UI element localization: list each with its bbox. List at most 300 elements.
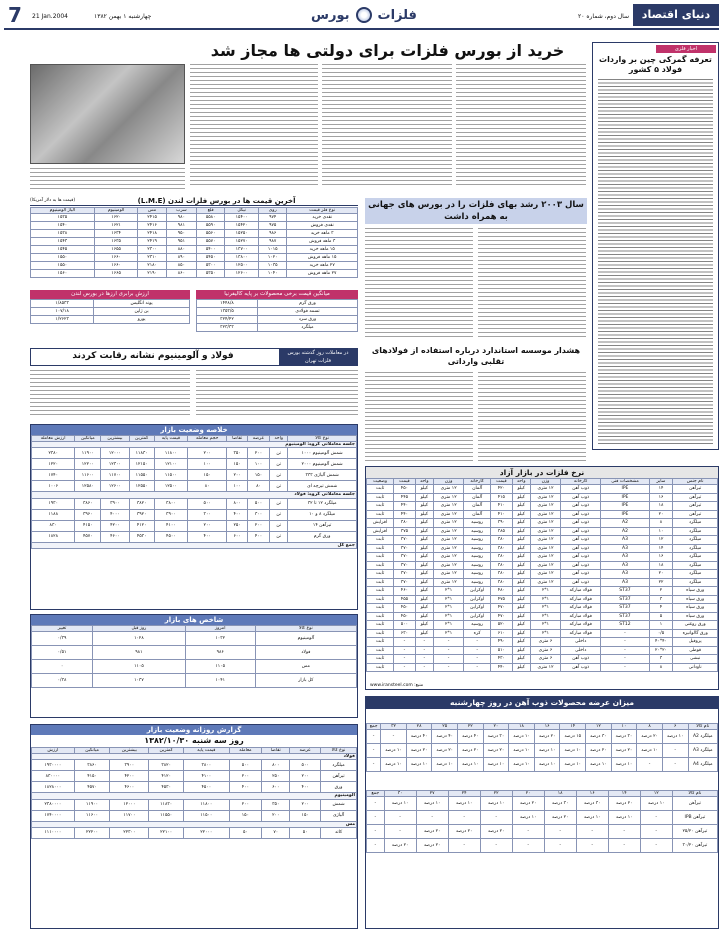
table-cell: ۶ متری	[530, 646, 560, 655]
column-header: ۱۲	[640, 791, 672, 797]
table-cell: ۲۰ درصد	[406, 744, 432, 758]
table-cell: ۴۵۰	[394, 485, 415, 494]
table-cell: نبشی	[673, 655, 718, 664]
table-cell: -	[434, 655, 464, 664]
daily-report-title: گزارش روزانه وضعیت بازار	[31, 725, 357, 735]
table-cell: میلگرد A3	[688, 744, 718, 758]
table-cell: ۶۱۰	[491, 629, 512, 638]
table-cell: ۹۸۶	[259, 230, 287, 238]
table-cell: کاتد	[321, 827, 357, 838]
group-row	[32, 542, 357, 548]
table-cell: ۱۰ درصد	[381, 744, 407, 758]
table-cell: ۱۲ متری	[530, 519, 560, 528]
table-cell: روسیه	[464, 519, 491, 528]
table-cell: -	[480, 811, 512, 825]
table-cell: فولاد مبارکه	[561, 587, 601, 596]
table-cell: ۲۰*۲۰	[649, 646, 673, 655]
table-cell: ۱/۸۵۳۳	[31, 300, 94, 308]
table-cell: کیلو	[512, 638, 530, 647]
table-cell: ۱۵۲۵۰	[225, 230, 259, 238]
table-cell: ورق روغنی	[673, 621, 718, 630]
table-cell: IPE	[601, 502, 649, 511]
mid-headline-1: سال ۲۰۰۳ رشد بهای فلزات را در بورس های جهانی به همراه داشت	[365, 198, 587, 224]
table-cell: ثابت	[367, 553, 394, 562]
table-cell: ۴۲۰	[491, 485, 512, 494]
table-cell: ۴۰۰	[227, 509, 247, 520]
column-header: واحد	[270, 436, 288, 442]
column-header: نوع کالا	[255, 626, 356, 632]
table-cell: -	[544, 825, 576, 839]
column-header: کارخانه	[464, 479, 491, 485]
table-cell: -	[448, 811, 480, 825]
table-row	[31, 308, 190, 316]
table-cell: تیرآهن IPB	[672, 811, 717, 825]
table-cell: شمش	[321, 799, 357, 810]
table-cell: ۱۲	[649, 536, 673, 545]
table-cell: کیلو	[512, 604, 530, 613]
table-cell: کیلو	[512, 536, 530, 545]
table-row	[31, 254, 358, 262]
table-cell: IPE	[601, 485, 649, 494]
table-cell: ۱۲۵۸۰	[75, 481, 101, 492]
table-row	[367, 544, 718, 553]
table-cell: کیلو	[415, 604, 433, 613]
table-cell: ۲۰۰	[229, 771, 262, 782]
table-cell: تیرآهن	[673, 493, 718, 502]
table-cell: ۴۶۰۰	[101, 531, 129, 542]
table-cell: ۱*۲	[530, 604, 560, 613]
table-row	[32, 827, 357, 838]
table-cell: -	[416, 811, 448, 825]
table-cell: ثابت	[367, 502, 394, 511]
column-header: نام کالا	[688, 724, 718, 730]
table-cell: -	[544, 839, 576, 853]
table-cell: ثابت	[367, 578, 394, 587]
table-cell: ثابت	[367, 561, 394, 570]
table-cell: روسیه	[464, 536, 491, 545]
table-cell: ذوب آهن	[561, 553, 601, 562]
table-cell: ۲۷ ماهه فروش	[287, 270, 358, 278]
table-cell: کیلو	[415, 502, 433, 511]
table-cell: کیلو	[512, 544, 530, 553]
table-cell: ۳۰۰	[187, 509, 227, 520]
table-cell: ۹۵۱	[166, 238, 196, 246]
table-row	[31, 222, 358, 230]
table-cell: ۲۳۸۰	[32, 448, 75, 459]
table-cell: افزایش	[367, 519, 394, 528]
table-row	[367, 510, 718, 519]
table-cell: ثابت	[367, 663, 394, 672]
table-row	[367, 629, 718, 638]
table-cell: ۱۲۵۰۰	[225, 262, 259, 270]
table-cell: ۱۰۰	[247, 459, 269, 470]
table-cell: ۱۲ متری	[530, 663, 560, 672]
table-cell: ۴۵۰۰	[154, 531, 187, 542]
lme-table-block	[30, 196, 358, 286]
table-cell: ۱۸	[649, 502, 673, 511]
table-cell: ۳۸۰	[491, 578, 512, 587]
table-cell: ۱۰۳۷	[93, 674, 186, 688]
sub-section-name: بورس	[311, 7, 350, 23]
table-cell: ۴۱۰۰	[184, 771, 229, 782]
table-cell: ۰/۳۸	[32, 674, 93, 688]
table-cell: ۱۱۰۵	[185, 660, 255, 674]
photo-caption	[30, 168, 185, 190]
table-cell: کیلو	[415, 621, 433, 630]
table-cell: ۶۰۰	[262, 782, 290, 793]
table-cell: نقدی خرید	[287, 214, 358, 222]
table-row	[367, 655, 718, 664]
table-cell: ۱۱۹۰۰	[75, 448, 101, 459]
main-headline: خرید از بورس فلزات برای دولتی ها مجاز شد	[210, 41, 565, 60]
column-header: ۳۲	[381, 724, 407, 730]
table-cell: ۱۰ درصد	[560, 744, 586, 758]
table-cell: ۵۰۰	[247, 498, 269, 509]
table-row	[31, 230, 358, 238]
table-cell: ۵۰۰	[394, 621, 415, 630]
table-cell: ۱۱۸۰۰	[184, 799, 229, 810]
table-cell: ۲۰ درصد	[544, 811, 576, 825]
table-cell: ۴۴۰	[491, 663, 512, 672]
table-cell: شمش آلومینیوم ۲۰۰۰	[288, 459, 357, 470]
table-cell: میلگرد ۸ و ۱۰	[288, 509, 357, 520]
table-cell: کیلو	[415, 561, 433, 570]
table-cell: ۱۲ متری	[530, 536, 560, 545]
table-cell: تن	[270, 459, 288, 470]
table-cell: ۴۰ درصد	[432, 730, 458, 744]
table-cell: ۱*۲	[434, 612, 464, 621]
table-cell: ۴۵۷۰	[75, 531, 101, 542]
table-cell: ۲۰ درصد	[611, 744, 637, 758]
group-label: فولاد	[32, 754, 357, 760]
mid-headline-2: هشدار موسسه استاندارد درباره استفاده از فولادهای تقلبی وارداتی	[371, 346, 581, 366]
table-cell: ۱۲ متری	[434, 519, 464, 528]
table-cell: ۲۵۰	[262, 771, 290, 782]
table-cell: ۴۷۰	[491, 612, 512, 621]
table-cell: ۱۲۳۰۰	[101, 459, 129, 470]
table-cell: کیلو	[512, 621, 530, 630]
table-cell: ۳۹۰۰	[101, 498, 129, 509]
table-cell: ۱۵۵۰	[31, 254, 95, 262]
table-cell: ۱۲ متری	[434, 570, 464, 579]
table-cell: ۱۰ درصد	[611, 758, 637, 772]
table-cell: -	[434, 646, 464, 655]
column-header: قیمت پایه	[184, 748, 229, 754]
table-cell: روسیه	[464, 544, 491, 553]
table-cell: ۱۴	[649, 544, 673, 553]
main-article-col3	[190, 64, 318, 186]
table-cell: میلگرد	[673, 527, 718, 536]
table-row	[367, 758, 718, 772]
free-market-title: نرخ فلزات در بازار آزاد	[366, 467, 718, 478]
table-cell: ۳۰ درصد	[544, 797, 576, 811]
table-cell: اوکراین	[464, 595, 491, 604]
table-cell: ۱۰ درصد	[608, 811, 640, 825]
table-cell: ۱۰۴۱	[185, 674, 255, 688]
column-header: ۱۸	[544, 791, 576, 797]
table-cell: ۵۳۰۰	[196, 262, 224, 270]
table-cell: ۲۰۰	[227, 470, 247, 481]
table-cell: ۴۵۳۰	[129, 531, 154, 542]
table-cell: کیلو	[512, 655, 530, 664]
table-cell: ورق سیاه	[673, 604, 718, 613]
table-cell: کیلو	[512, 527, 530, 536]
table-cell: ذوب آهن	[561, 502, 601, 511]
table-row	[197, 308, 358, 316]
table-cell: ۳۸۶۰	[74, 760, 110, 771]
news-box-title: تعرفه گمرکی چین بر واردات فولاد ۵ کشور	[599, 55, 712, 74]
article-photo	[30, 64, 185, 164]
table-cell: ۲۰۰	[187, 448, 227, 459]
table-cell: A3	[601, 570, 649, 579]
table-cell: ۱۸۲۸	[32, 531, 75, 542]
column-header: ۱۶	[576, 791, 608, 797]
table-cell: ۲۰ درصد	[608, 797, 640, 811]
table-row	[367, 730, 718, 744]
table-cell: ثابت	[367, 612, 394, 621]
table-cell: ۲۰ درصد	[416, 825, 448, 839]
table-cell: ثابت	[367, 621, 394, 630]
table-cell: میلگرد	[673, 519, 718, 528]
table-cell: -	[464, 663, 491, 672]
table-cell: ۳۵۰	[227, 448, 247, 459]
table-cell: ۲	[649, 587, 673, 596]
table-cell: ۱۳۸۰۰	[225, 254, 259, 262]
table-cell: ۳۷۰	[394, 570, 415, 579]
table-cell: ذوب آهن	[561, 485, 601, 494]
section-title-box	[304, 4, 424, 26]
table-cell: ۸۰	[247, 481, 269, 492]
table-cell: -	[367, 758, 381, 772]
table-cell: -	[394, 638, 415, 647]
table-cell: ۱۵۰	[247, 470, 269, 481]
table-cell: کیلو	[415, 553, 433, 562]
column-header: کمترین	[149, 748, 184, 754]
column-header: نیکل	[225, 208, 259, 214]
table-cell: یورو	[94, 316, 190, 324]
table-cell: ۰/۵۱	[32, 646, 93, 660]
table-row	[197, 300, 358, 308]
table-cell: ۱۰۰۶	[32, 481, 75, 492]
table-cell: ۱۰۳۵	[259, 262, 287, 270]
table-cell: -	[415, 655, 433, 664]
table-row	[31, 246, 358, 254]
column-header: ۲۴	[448, 791, 480, 797]
table-cell: ثابت	[367, 655, 394, 664]
table-cell: مس	[255, 660, 356, 674]
table-cell: ۴۱۲۰	[129, 520, 154, 531]
table-cell: ۱۲ متری	[530, 570, 560, 579]
table-cell: ۱*۲	[530, 595, 560, 604]
table-cell: ۱۰۳۲	[185, 632, 255, 646]
table-cell: ورق سیاه	[673, 595, 718, 604]
table-cell: -	[434, 638, 464, 647]
table-cell: ۱۱۶۰۰	[75, 470, 101, 481]
table-cell: ناودانی	[673, 663, 718, 672]
column-header: ۲۵	[432, 724, 458, 730]
table-cell: ۱۱۶۰۰	[74, 810, 110, 821]
table-cell: ۳۷۰	[394, 536, 415, 545]
table-cell: تسمه فولادی	[257, 308, 357, 316]
table-cell: ۱۶۶۵	[94, 270, 138, 278]
table-cell: ۳۸۰	[491, 536, 512, 545]
table-cell: -	[662, 744, 688, 758]
table-cell: ST37	[601, 612, 649, 621]
table-cell: ذوب آهن	[561, 493, 601, 502]
table-cell: ثابت	[367, 485, 394, 494]
table-cell: تیرآهن	[673, 485, 718, 494]
table-cell: -	[394, 663, 415, 672]
table-cell: کیلو	[415, 493, 433, 502]
table-cell: -	[576, 825, 608, 839]
table-cell: A2	[601, 527, 649, 536]
table-cell: ثابت	[367, 587, 394, 596]
table-cell: ۸۸۰	[166, 246, 196, 254]
column-header: ۱۲	[586, 724, 612, 730]
table-cell: روسیه	[464, 578, 491, 587]
table-cell: ۴۵۰۰	[184, 782, 229, 793]
steel-kicker: در معاملات روز گذشته بورس فلزات تهران	[279, 349, 357, 365]
table-row	[32, 660, 357, 674]
table-cell: ۴۱۰	[491, 502, 512, 511]
table-cell: ۱۵۰	[290, 810, 321, 821]
table-cell: ۱۶۲۰	[94, 214, 138, 222]
table-cell: تن	[270, 481, 288, 492]
column-header: نوع کالا	[288, 436, 357, 442]
table-cell: ۱۱۵۰۰	[154, 470, 187, 481]
table-row	[32, 481, 357, 492]
daily-report-block	[30, 724, 358, 929]
section-name: فلزات	[377, 7, 417, 23]
column-header: وضعیت	[367, 479, 394, 485]
table-cell: شمش آلیاژی ۳۳۳	[288, 470, 357, 481]
table-cell: -	[367, 730, 381, 744]
table-row	[367, 638, 718, 647]
table-cell: ۱۵۴۲۰	[225, 222, 259, 230]
column-header: آلیاژ آلومینیوم	[31, 208, 95, 214]
table-cell: ۳	[649, 655, 673, 664]
table-cell: ۴۱۰	[491, 510, 512, 519]
table-cell: ۵۵۹۰	[196, 222, 224, 230]
group-label: جلسه معاملاتی گروه: فولاد	[32, 492, 357, 498]
table-cell: IPE	[601, 510, 649, 519]
table-cell: میلگرد	[673, 578, 718, 587]
table-cell: ۱۱۸۰۰	[154, 448, 187, 459]
table-cell: ۳۷۰	[394, 553, 415, 562]
table-cell: آلمان	[464, 493, 491, 502]
mid-article-1-col2	[365, 228, 473, 340]
column-header: جمع	[367, 724, 381, 730]
fx-block	[30, 290, 190, 324]
table-cell: ۴۱۲۰	[149, 771, 184, 782]
table-cell: ۳۰ درصد	[483, 730, 509, 744]
main-article-col2	[322, 64, 452, 186]
lme-table-unit: (قیمت ها به دلار آمریکا)	[30, 198, 76, 203]
table-cell: ۳۸۰۰	[184, 760, 229, 771]
table-cell: میلگرد	[673, 570, 718, 579]
table-cell: ۱*۲	[530, 621, 560, 630]
table-cell: ۴۴۰	[394, 502, 415, 511]
column-header: امروز	[185, 626, 255, 632]
table-cell: کیلو	[512, 493, 530, 502]
table-cell: کیلو	[415, 570, 433, 579]
table-cell: ۱۰ درصد	[640, 797, 672, 811]
news-box-body	[598, 79, 713, 444]
table-cell: ثابت	[367, 604, 394, 613]
table-cell: ۱۲۱۰۰	[154, 459, 187, 470]
table-cell: ۱۲۵۰۰	[154, 481, 187, 492]
date-fa: چهارشنبه ۱ بهمن ۱۳۸۲	[94, 13, 152, 20]
column-header: مس	[138, 208, 166, 214]
table-cell: ۵۱۰	[491, 646, 512, 655]
table-cell: آلومینیوم	[255, 632, 356, 646]
table-cell: ۹۷۵	[259, 222, 287, 230]
table-cell: کیلو	[512, 612, 530, 621]
table-cell: ۱*۲	[434, 629, 464, 638]
table-cell: ۱۶۳۵	[94, 238, 138, 246]
table-cell: روسیه	[464, 621, 491, 630]
free-market-block	[365, 466, 719, 690]
table-cell: ۱۵۵۰	[31, 262, 95, 270]
table-cell: ۱*۲	[434, 595, 464, 604]
table-cell: ۲۲۲۰۰	[74, 827, 110, 838]
table-cell: فولاد مبارکه	[561, 629, 601, 638]
table-cell: ۱۲ متری	[434, 510, 464, 519]
table-header-row	[367, 479, 718, 485]
esfahan-table-1	[366, 723, 718, 772]
table-cell: آلمان	[464, 510, 491, 519]
table-cell: ۲۰ درصد	[432, 744, 458, 758]
table-cell: ۱۷۴۰	[32, 470, 75, 481]
column-header: وزن	[530, 479, 560, 485]
table-cell: ۲۰ درصد	[480, 825, 512, 839]
table-cell: شمش آلومینیوم ۱۰۰۰	[288, 448, 357, 459]
table-cell: ۲۰ درصد	[384, 839, 416, 853]
table-cell: ذوب آهن	[561, 655, 601, 664]
table-cell: ۱۹۳۰	[32, 498, 75, 509]
table-cell: آلیاژی	[321, 810, 357, 821]
table-cell: تیرآهن ۳۰/۲۰	[672, 839, 717, 853]
column-header: ۸	[637, 724, 663, 730]
table-cell: تن	[270, 531, 288, 542]
table-cell: ۹۵۰	[166, 230, 196, 238]
table-cell: کیلو	[415, 519, 433, 528]
table-cell: کیلو	[512, 646, 530, 655]
table-cell: ۹۸۷	[259, 238, 287, 246]
table-cell: ۱۰ درصد	[534, 758, 560, 772]
table-cell: ST37	[601, 604, 649, 613]
table-cell: ۱۶۲۱	[94, 222, 138, 230]
table-cell: ۲۳۱۰	[138, 254, 166, 262]
group-label: جلسه معاملاتی گروه: آلومینیوم	[32, 442, 357, 448]
table-cell: ۹۸۱	[93, 646, 186, 660]
table-cell: ۱۰ درصد	[586, 758, 612, 772]
table-cell: ۲۴۱۸	[138, 230, 166, 238]
table-cell: ۱۱۸۳۰	[149, 799, 184, 810]
table-cell: ۲۰۰	[187, 520, 227, 531]
table-cell: اوکراین	[464, 612, 491, 621]
table-cell: ۳۸۰۰	[154, 498, 187, 509]
table-cell: ۰	[32, 660, 93, 674]
table-cell: ۶ متری	[530, 638, 560, 647]
table-cell: ۱۲۱۵۰	[129, 459, 154, 470]
table-cell: آلمان	[464, 502, 491, 511]
table-cell: افزایش	[367, 527, 394, 536]
column-header: قیمت	[491, 479, 512, 485]
table-cell: ۴۷۰	[491, 604, 512, 613]
table-cell: ۱۲ متری	[530, 544, 560, 553]
table-row	[367, 570, 718, 579]
